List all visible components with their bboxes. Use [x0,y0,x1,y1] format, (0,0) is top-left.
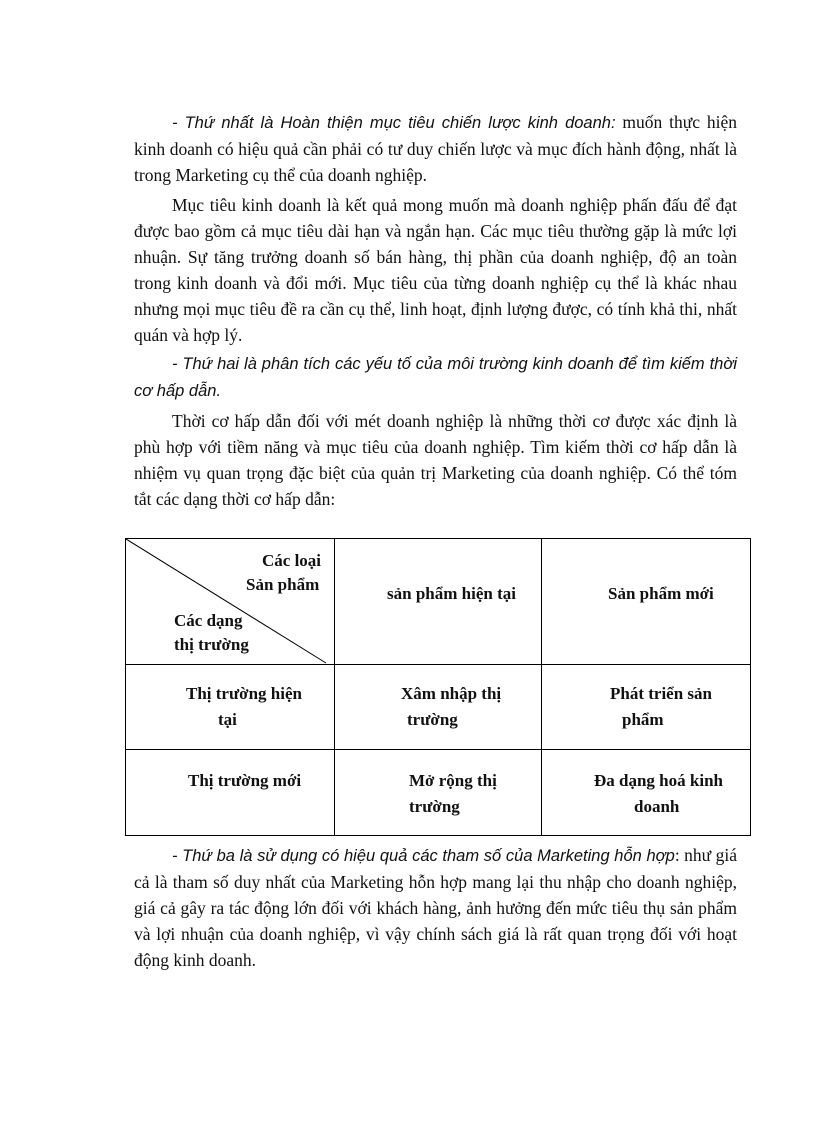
row-header-existing-market [126,665,335,750]
paragraph-2 [134,192,737,348]
column-header-new-product-label: Sản phẩm mới [608,584,714,603]
row-header-new-market [126,750,335,836]
table-corner-cell [126,539,335,665]
row-header-existing-market-line2: tại [218,710,237,729]
paragraph-3-lead: - Thứ hai là phân tích các yếu tố của môi trường kinh doanh để tìm kiếm thời cơ hấp dẫn. [134,355,737,400]
cell-product-development-line1: Phát triển sản [610,684,712,703]
corner-label-products-1: Các loại [262,551,322,570]
cell-market-penetration-line1: Xâm nhập thị [401,684,502,703]
paragraph-4 [134,408,737,512]
column-header-existing-product-label: sản phẩm hiện tại [387,584,516,603]
paragraph-3 [134,350,737,404]
cell-market-development-line2: trường [409,797,460,816]
cell-market-penetration-line2: trường [407,710,458,729]
table-header-row [126,539,751,665]
corner-label-products-2: Sản phẩm [246,575,320,594]
paragraph-1 [134,109,737,188]
row-header-new-market-label: Thị trường mới [188,771,302,790]
cell-product-development-line2: phẩm [622,710,664,729]
cell-diversification-line2: doanh [634,797,680,816]
paragraph-5 [134,842,737,973]
corner-label-markets-2: thị trường [174,635,249,654]
row-header-existing-market-line1: Thị trường hiện [186,684,302,703]
column-header-existing-product [335,539,542,665]
paragraph-5-lead: - Thứ ba là sử dụng có hiệu quả các tham số của Marketing hỗn hợp [172,847,675,865]
cell-product-development [542,665,751,750]
table-row [126,750,751,836]
cell-market-development [335,750,542,836]
paragraph-1-lead: - Thứ nhất là Hoàn thiện mục tiêu chiến lược kinh doanh: [172,114,616,132]
cell-market-development-line1: Mở rộng thị [409,771,497,790]
table-row [126,665,751,750]
paragraph-5-body: : như giá cả là tham số duy nhất của Marketing hỗn hợp mang lại thu nhập cho doanh nghiệp, giá cả gây ra tác động lớn đối với khách hàng, ảnh hưởng đến mức tiêu thụ sản phẩm và lợi nhuận của doanh nghiệp, vì vậy chính sách giá là rất quan trọng đối với hoạt động kinh doanh. [134,845,737,970]
cell-diversification [542,750,751,836]
opportunity-matrix-table [125,538,751,836]
paragraph-4-body: Thời cơ hấp dẫn đối với mét doanh nghiệp là những thời cơ được xác định là phù hợp với tiềm năng và mục tiêu của doanh nghiệp. Tìm kiếm thời cơ hấp dẫn là nhiệm vụ quan trọng đặc biệt của quản trị Marketing của doanh nghiệp. Có thể tóm tắt các dạng thời cơ hấp dẫn: [134,411,737,509]
paragraph-1-body: muốn thực hiện kinh doanh có hiệu quả cần phải có tư duy chiến lược và mục đích hành động, nhất là trong Marketing cụ thể của doanh nghiệp. [134,112,738,185]
column-header-new-product [542,539,751,665]
cell-market-penetration [335,665,542,750]
paragraph-2-body: Mục tiêu kinh doanh là kết quả mong muốn mà doanh nghiệp phấn đấu để đạt được bao gồm cả mục tiêu dài hạn và ngắn hạn. Các mục tiêu thường gặp là mức lợi nhuận. Sự tăng trưởng doanh số bán hàng, thị phần của doanh nghiệp, độ an toàn trong kinh doanh và đổi mới. Mục tiêu của từng doanh nghiệp cụ thể là khác nhau nhưng mọi mục tiêu đề ra cần cụ thể, linh hoạt, định lượng được, có tính khả thi, nhất quán và hợp lý. [134,195,737,345]
corner-label-markets-1: Các dạng [174,611,243,630]
cell-diversification-line1: Đa dạng hoá kinh [594,771,723,790]
